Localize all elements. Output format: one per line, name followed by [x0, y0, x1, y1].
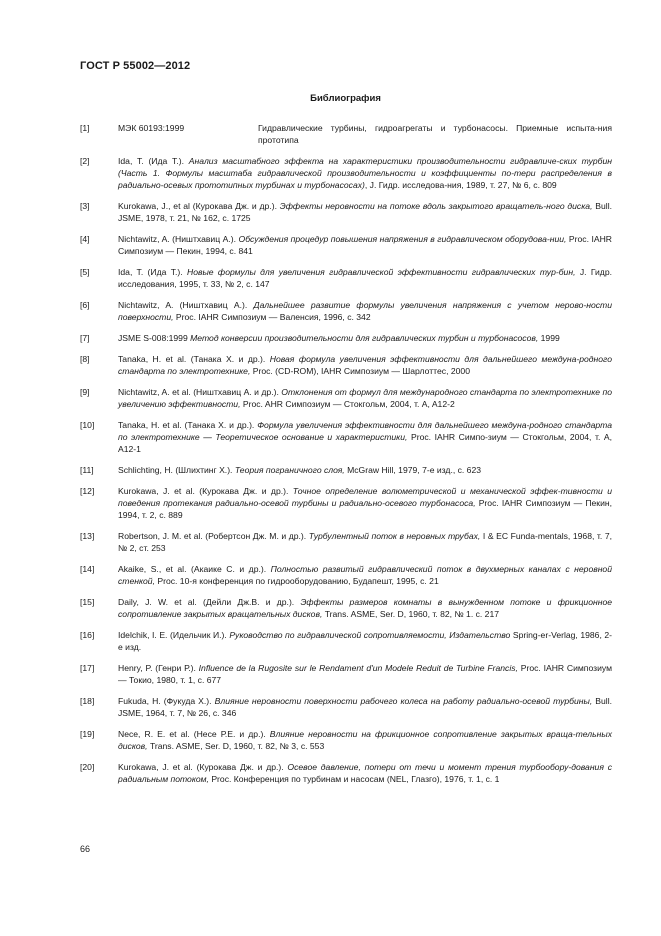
reference-number: [13]: [80, 531, 95, 541]
reference-source: Proc. IAHR Симпо-зиум — Стокгольм, 2004, т. A, A12-1: [118, 432, 613, 454]
reference-title: Турбулентный поток в неровных трубах,: [308, 531, 481, 541]
reference-title: Метод конверсии производительности для гидравлических турбин и турбонасосов,: [190, 333, 539, 343]
reference-author: Akaike, S., et al. (Акаике С. и др.).: [118, 564, 267, 574]
reference-author: JSME S-008:1999: [118, 333, 188, 343]
reference-title: Осевое давление, потери от течи и момент трения турбообору-дования с радиальным потоком,: [118, 762, 612, 784]
reference-source: , J. Гидр. исследова-ния, 1989, т. 27, № 6, с. 809: [364, 180, 557, 190]
reference-item: [80, 353, 612, 377]
reference-body: [118, 419, 612, 455]
reference-body: [118, 233, 612, 257]
reference-source: Proc. (CD-ROM), IAHR Симпозиум — Шарлоттес, 2000: [252, 366, 470, 376]
reference-body: [118, 122, 612, 146]
reference-source: Bull. JSME, 1978, т. 21, № 162, с. 1725: [118, 201, 612, 223]
reference-author: Schlichting, H. (Шлихтинг Х.).: [118, 465, 233, 475]
reference-body: [118, 629, 612, 653]
reference-item: [80, 299, 612, 323]
reference-code: МЭК 60193:1999: [118, 123, 185, 133]
reference-number: [18]: [80, 696, 95, 706]
reference-source: Proc. IAHR Симпозиум — Пекин, 1994, с. 841: [118, 234, 612, 256]
reference-source: Trans. ASME, Ser. D, 1960, т. 82, № 3, с. 553: [149, 741, 325, 751]
reference-body: [118, 266, 612, 290]
reference-item: [80, 761, 612, 785]
reference-number: [1]: [80, 123, 90, 133]
reference-source: Trans. ASME, Ser. D, 1960, т. 82, № 1. с. 217: [324, 609, 500, 619]
reference-title: Гидравлические турбины, гидроагрегаты и турбонасосы. Приемные испыта-ния прототипа: [258, 123, 612, 145]
bibliography-list: [80, 122, 612, 794]
reference-author: Tanaka, H. et al. (Танака Х. и др.).: [118, 354, 266, 364]
reference-source: Proc. AHR Симпозиум — Стокгольм, 2004, т. A, A12-2: [242, 399, 455, 409]
reference-number: [4]: [80, 234, 90, 244]
reference-number: [9]: [80, 387, 90, 397]
reference-item: [80, 464, 612, 476]
reference-author: Ida, T. (Ида Т.).: [118, 267, 183, 277]
reference-number: [20]: [80, 762, 95, 772]
reference-title: Обсуждения процедур повышения напряжения в гидравлическом оборудова-нии,: [238, 234, 567, 244]
reference-body: [118, 563, 612, 587]
reference-title: Influence de la Rugosite sur le Rendament d'un Modele Reduit de Turbine Francis,: [198, 663, 518, 673]
reference-author: Nichtawitz, A. (Ништхавиц А.).: [118, 300, 248, 310]
reference-item: [80, 596, 612, 620]
page-number: 66: [80, 844, 91, 854]
reference-title: Теория пограничного слоя,: [234, 465, 345, 475]
reference-source: Bull. JSME, 1964, т. 7, № 26, с. 346: [118, 696, 612, 718]
reference-title: Эффекты размеров комнаты в вынужденном потоке и фрикционное сопротивление закрытых вращательных дисков,: [118, 597, 613, 619]
reference-author: Nichtawitz, A. (Ништхавиц А.).: [118, 234, 237, 244]
reference-body: [118, 662, 612, 686]
reference-body: [118, 353, 612, 377]
reference-item: [80, 563, 612, 587]
reference-source: McGraw Hill, 1979, 7-е изд., с. 623: [347, 465, 482, 475]
reference-number: [11]: [80, 465, 94, 475]
reference-body: [118, 299, 612, 323]
reference-author: Kurokawa, J., et al (Курокава Дж. и др.).: [118, 201, 277, 211]
section-title: Библиография: [310, 93, 381, 104]
reference-author: Idelchik, I. E. (Идельчик И.).: [118, 630, 227, 640]
reference-item: [80, 728, 612, 752]
reference-title: Дальнейшее развитие формулы увеличения напряжения с учетом нерово-ности поверхности,: [118, 300, 612, 322]
reference-item: [80, 629, 612, 653]
reference-body: [118, 155, 612, 191]
reference-author: Ida, T. (Ида Т.).: [118, 156, 184, 166]
reference-title: Отклонения от формул для международного стандарта по электротехнике по увеличению эффективности,: [118, 387, 612, 409]
reference-source: Spring-er-Verlag, 1986, 2-е изд.: [118, 630, 612, 652]
reference-item: [80, 233, 612, 257]
reference-source: Proc. IAHR Симпозиум — Валенсия, 1996, с. 342: [175, 312, 371, 322]
reference-item: [80, 695, 612, 719]
reference-number: [6]: [80, 300, 90, 310]
reference-title: Точное определение волюметрической и механической эффек-тивности и поведения протекания радиально-осевой турбины и радиально-осевого турбонасоса,: [118, 486, 612, 508]
reference-number: [2]: [80, 156, 90, 166]
reference-body: [118, 386, 612, 410]
reference-title: Анализ масштабного эффекта на характеристики производительности гидравличе-ских турбин (Часть 1. Формулы масштаба гидравлической производительности и коэффициенты по-тери распределения в радиально-осевых прототипных турбинах и турбонасосах): [118, 156, 613, 190]
reference-item: [80, 419, 612, 455]
reference-item: [80, 530, 612, 554]
reference-body: [118, 200, 612, 224]
reference-source: Proc. 10-я конференция по гидрооборудованию, Будапешт, 1995, с. 21: [157, 576, 439, 586]
reference-title: Новая формула увеличения эффективности для дальнейшего междуна-родного стандарта по электротехнике,: [118, 354, 612, 376]
reference-source: Proc. IAHR Симпозиум — Токио, 1980, т. 1, с. 677: [118, 663, 612, 685]
reference-author: Nichtawitz, A. et al. (Ништхавиц А. и др.).: [118, 387, 279, 397]
reference-title: Новые формулы для увеличения гидравлической эффективности гидравлических тур-бин,: [187, 267, 576, 277]
reference-item: [80, 122, 612, 146]
reference-number: [3]: [80, 201, 90, 211]
reference-body: [118, 332, 612, 344]
reference-item: [80, 266, 612, 290]
reference-body: [118, 695, 612, 719]
reference-source: Proc. IAHR Симпозиум — Пекин, 1994, т. 2, с. 889: [118, 498, 612, 520]
reference-author: Henry, P. (Генри Р.).: [118, 663, 196, 673]
standard-designation: ГОСТ Р 55002—2012: [80, 60, 191, 72]
reference-item: [80, 200, 612, 224]
reference-author: Kurokawa, J. et al. (Курокава Дж. и др.).: [118, 486, 289, 496]
reference-number: [8]: [80, 354, 90, 364]
reference-author: Nece, R. E. et al. (Несе Р.Е. и др.).: [118, 729, 266, 739]
reference-number: [12]: [80, 486, 95, 496]
reference-body: [118, 485, 612, 521]
reference-number: [17]: [80, 663, 95, 673]
reference-author: Tanaka, H. et al. (Танака Х. и др.).: [118, 420, 255, 430]
reference-number: [7]: [80, 333, 90, 343]
reference-item: [80, 332, 612, 344]
reference-number: [14]: [80, 564, 95, 574]
reference-item: [80, 662, 612, 686]
reference-title: Формула увеличения эффективности для дальнейшего междуна-родного стандарта по электротехнике — Теоретическое основание и характеристики,: [118, 420, 612, 442]
reference-author: Robertson, J. M. et al. (Робертсон Дж. М. и др.).: [118, 531, 307, 541]
reference-author: Daily, J. W. et al. (Дейли Дж.В. и др.).: [118, 597, 295, 607]
reference-item: [80, 155, 612, 191]
reference-source: Proc. Конференция по турбинам и насосам (NEL, Глазго), 1976, т. 1, с. 1: [211, 774, 500, 784]
reference-author: Fukuda, H. (Фукуда Х.).: [118, 696, 212, 706]
reference-body: [118, 530, 612, 554]
reference-source: I & EC Funda-mentals, 1968, т. 7, № 2, ст. 253: [118, 531, 613, 553]
reference-body: [118, 596, 612, 620]
reference-title: Полностью развитый гидравлический поток в двухмерных каналах с неровной стенкой,: [118, 564, 612, 586]
reference-author: Kurokawa, J. et al. (Курокава Дж. и др.).: [118, 762, 284, 772]
reference-number: [5]: [80, 267, 90, 277]
reference-source: 1999: [540, 333, 560, 343]
reference-body: [118, 761, 612, 785]
reference-number: [10]: [80, 420, 95, 430]
reference-number: [19]: [80, 729, 95, 739]
reference-body: [118, 728, 612, 752]
reference-body: [118, 464, 612, 476]
reference-source: J. Гидр. исследования, 1995, т. 33, № 2, с. 147: [118, 267, 612, 289]
reference-title: Влияние неровности на фрикционное сопротивление закрытых враща-тельных дисков,: [118, 729, 613, 751]
reference-title: Эффекты неровности на потоке вдоль закрытого вращатель-ного диска,: [279, 201, 593, 211]
reference-title: Руководство по гидравлической сопротивляемости, Издательство: [229, 630, 511, 640]
reference-item: [80, 386, 612, 410]
reference-number: [15]: [80, 597, 95, 607]
reference-number: [16]: [80, 630, 95, 640]
reference-item: [80, 485, 612, 521]
reference-title: Влияние неровности поверхности рабочего колеса на работу радиально-осевой турбины,: [214, 696, 593, 706]
